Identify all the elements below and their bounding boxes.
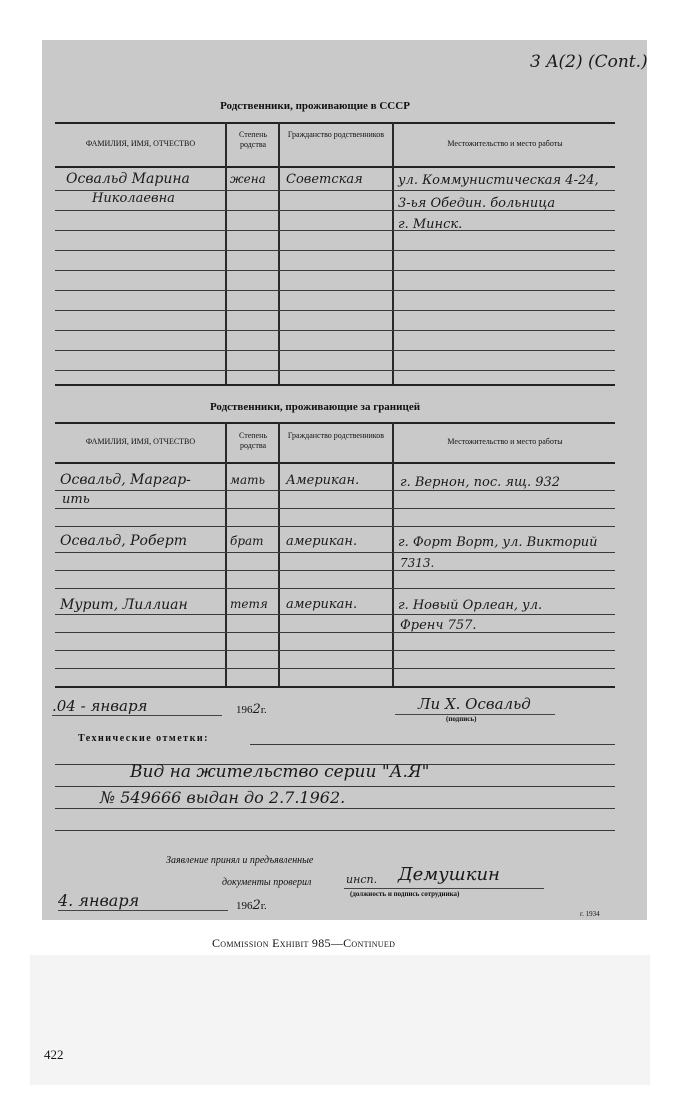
corner-note: 3 A(2) (Cont.) [530,52,648,72]
s1-row1-citizenship: Советская [286,172,363,187]
section2-top-rule [55,422,615,424]
acceptance-sign-underline [344,888,544,889]
section2-header-relation: Степень родства [238,431,268,450]
section1-header-address: Местожительство и место работы [447,139,563,148]
section2-line [55,490,615,491]
section1-line [55,230,615,231]
section1-line [55,330,615,331]
section2-header-address: Местожительство и место работы [447,437,563,446]
s2-row1-relation: мать [230,473,266,487]
form-code: г. 1934 [580,910,600,918]
section1-line [55,310,615,311]
s1-row1-name-line1: Освальд Марина [66,171,190,187]
date-year-hand: 2 [252,702,261,717]
tech-note-line2: № 549666 выдан до 2.7.1962. [100,788,346,807]
s2-row2-address-line1: г. Форт Ворт, ул. Викторий [398,535,598,550]
s1-row1-address-line3: г. Минск. [398,217,463,232]
s1-row1-address-line2: 3-ья Обедин. больница [398,196,556,211]
acceptance-date-underline [58,910,228,911]
exhibit-caption: Commission Exhibit 985—Continued [212,936,396,950]
s1-row1-address-line1: ул. Коммунистическая 4-24, [398,173,599,188]
date-year [236,702,267,717]
applicant-signature: Ли Х. Освальд [418,695,531,713]
section1-header-name: ФАМИЛИЯ, ИМЯ, ОТЧЕСТВО [85,139,196,148]
acceptance-signature: Демушкин [398,864,500,885]
section2-line [55,614,615,615]
section2-col-divider-1 [225,422,227,686]
s2-row3-citizenship: американ. [286,597,358,612]
section1-line [55,370,615,371]
date-year-suffix: г. [260,704,267,716]
s2-row2-citizenship: американ. [286,534,358,549]
acceptance-year-suffix: г. [260,900,267,912]
tech-line [55,808,615,809]
section1-line [55,250,615,251]
section1-line [55,290,615,291]
date-day-month: .04 - января [52,697,148,715]
section1-col-divider-2 [278,122,280,384]
s2-row2-name-line1: Освальд, Роберт [60,533,188,549]
section2-line [55,508,615,509]
s2-row1-name-line2: ить [62,492,90,507]
section2-header-citizenship: Гражданство родственников [287,431,385,440]
section2-bottom-rule [55,686,615,688]
section2-line [55,668,615,669]
section1-top-rule [55,122,615,124]
section1-header-rule [55,166,615,168]
section2-col-divider-2 [278,422,280,686]
section2-line [55,632,615,633]
section2-title: Родственники, проживающие за границей [209,401,421,413]
section2-col-divider-3 [392,422,394,686]
section1-header-citizenship: Гражданство родственников [287,130,385,139]
section2-header-name: ФАМИЛИЯ, ИМЯ, ОТЧЕСТВО [85,437,196,446]
section2-line [55,526,615,527]
s2-row2-relation: брат [230,534,264,548]
acceptance-position: инсп. [346,873,378,886]
signature-caption: (подпись) [446,715,477,723]
tech-line [250,744,615,745]
date-year-prefix: 196 [236,704,253,716]
page-number: 422 [44,1047,64,1062]
acceptance-line1: Заявление принял и предъявленные [166,855,314,866]
section1-bottom-rule [55,384,615,386]
acceptance-line2: документы проверил [222,877,312,888]
s1-row1-relation: жена [230,172,266,186]
section1-line [55,270,615,271]
acceptance-year-hand: 2 [252,898,261,913]
tech-notes-label: Технические отметки: [78,733,209,744]
section1-col-divider-1 [225,122,227,384]
acceptance-date: 4. января [58,891,140,910]
s2-row1-citizenship: Американ. [286,473,360,488]
tech-line [55,830,615,831]
section2-header-rule [55,462,615,464]
acceptance-year [236,898,267,913]
section1-col-divider-3 [392,122,394,384]
s2-row1-address-line1: г. Вернон, пос. ящ. 932 [400,475,561,490]
blank-page-area [30,955,650,1085]
section1-title: Родственники, проживающие в СССР [220,100,410,112]
s2-row3-address-line2: Френч 757. [400,618,477,633]
s2-row2-address-line2: 7313. [400,556,435,570]
tech-line [55,786,615,787]
s1-row1-name-line2: Николаевна [92,191,175,206]
s2-row3-relation: тетя [230,597,268,611]
s2-row3-name-line1: Мурит, Лиллиан [60,597,188,613]
acceptance-caption: (должность и подпись сотрудника) [350,890,460,898]
section2-line [55,650,615,651]
date-underline [52,715,222,716]
s2-row3-address-line1: г. Новый Орлеан, ул. [398,598,543,613]
section2-line [55,570,615,571]
section2-line [55,552,615,553]
acceptance-year-prefix: 196 [236,900,253,912]
s2-row1-name-line1: Освальд, Маргар- [60,472,191,488]
tech-note-line1: Вид на жительство серии "А.Я" [130,762,430,782]
section2-line [55,588,615,589]
section1-header-relation: Степень родства [238,130,268,149]
section1-line [55,350,615,351]
